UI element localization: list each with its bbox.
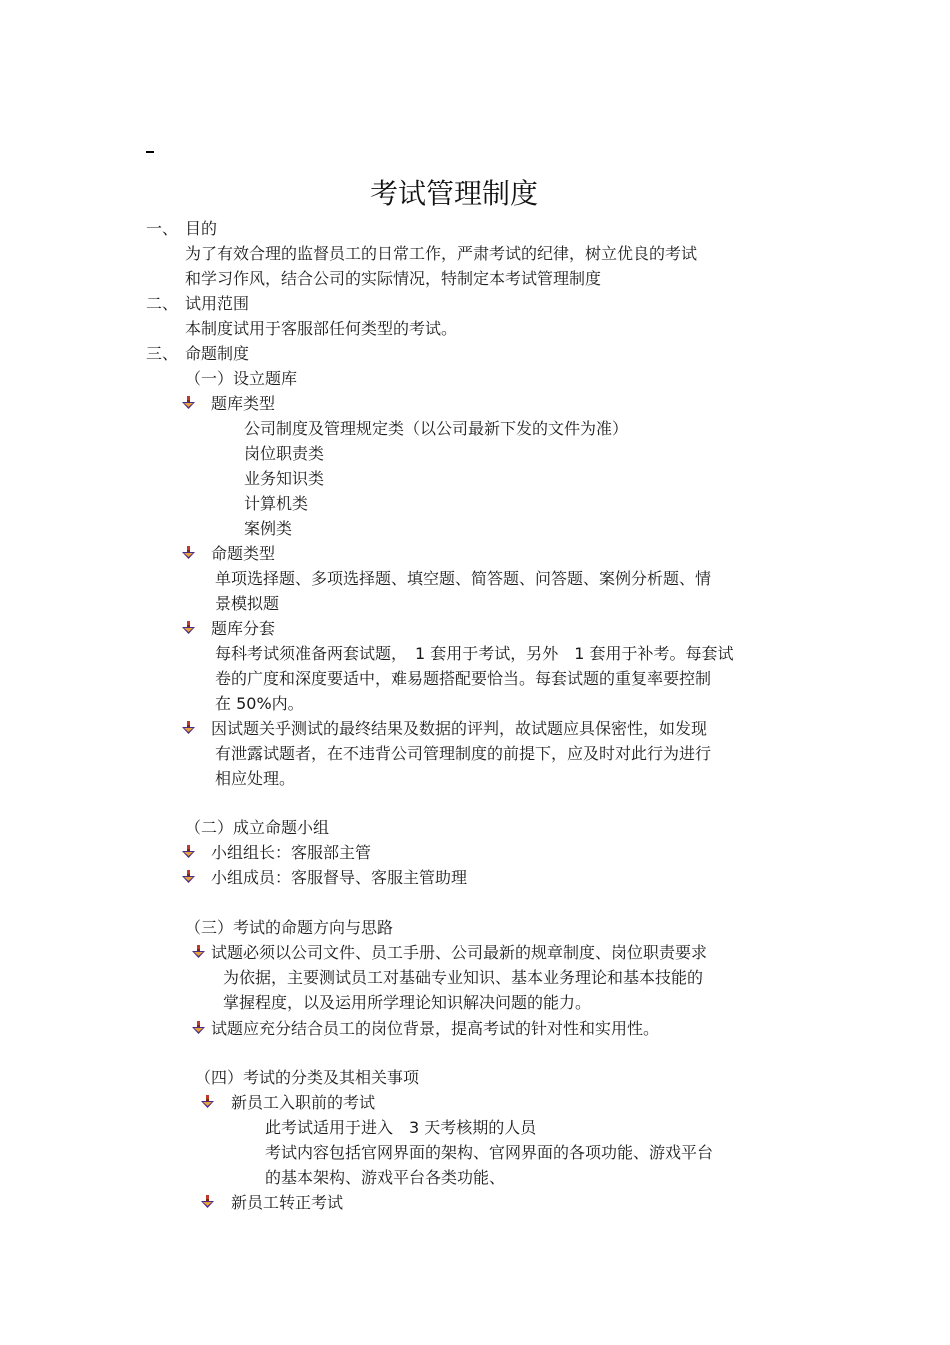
section-heading-scope: 试用范围 xyxy=(185,294,250,313)
paragraph-line: 的基本架构、游戏平台各类功能、 xyxy=(265,1168,506,1187)
arrow-bullet-icon xyxy=(182,721,195,734)
list-item: 业务知识类 xyxy=(244,469,325,488)
paragraph-line: 和学习作风，结合公司的实际情况，特制定本考试管理制度 xyxy=(185,269,602,288)
arrow-bullet-icon xyxy=(192,1021,205,1034)
arrow-bullet-icon xyxy=(201,1095,214,1108)
paragraph-line: 卷的广度和深度要适中，难易题搭配要恰当。每套试题的重复率要控制 xyxy=(215,669,712,688)
paragraph-line: 本制度试用于客服部任何类型的考试。 xyxy=(185,319,458,338)
paragraph-line: 因试题关乎测试的最终结果及数据的评判，故试题应具保密性，如发现 xyxy=(211,719,708,738)
paragraph-line: 单项选择题、多项选择题、填空题、简答题、问答题、案例分析题、情 xyxy=(215,569,712,588)
list-item: 案例类 xyxy=(244,519,293,538)
section-heading-purpose: 目的 xyxy=(185,219,218,238)
paragraph-line: 为了有效合理的监督员工的日常工作，严肃考试的纪律，树立优良的考试 xyxy=(185,244,698,263)
arrow-bullet-icon xyxy=(192,945,205,958)
paragraph-line: 有泄露试题者，在不违背公司管理制度的前提下，应及时对此行为进行 xyxy=(215,744,712,763)
arrow-bullet-icon xyxy=(182,870,195,883)
paragraph-line: 试题应充分结合员工的岗位背景，提高考试的针对性和实用性。 xyxy=(211,1019,660,1038)
arrow-bullet-icon xyxy=(182,621,195,634)
list-item: 公司制度及管理规定类（以公司最新下发的文件为准） xyxy=(244,419,629,438)
paragraph-line: 为依据，主要测试员工对基础专业知识、基本业务理论和基本技能的 xyxy=(223,968,704,987)
paragraph-line: 掌握程度，以及运用所学理论知识解决问题的能力。 xyxy=(223,993,592,1012)
paragraph-line: 此考试适用于进入 3 天考核期的人员 xyxy=(265,1118,537,1137)
bullet-label: 命题类型 xyxy=(211,544,276,563)
paragraph-line: 景模拟题 xyxy=(215,594,280,613)
section-heading-proposition: 命题制度 xyxy=(185,344,250,363)
corner-dash xyxy=(146,151,154,153)
bullet-label: 新员工入职前的考试 xyxy=(231,1093,376,1112)
arrow-bullet-icon xyxy=(182,845,195,858)
bullet-label: 题库类型 xyxy=(211,394,276,413)
list-item: 岗位职责类 xyxy=(244,444,325,463)
list-item: 小组组长：客服部主管 xyxy=(211,843,372,862)
arrow-bullet-icon xyxy=(182,396,195,409)
subsection-heading: （二）成立命题小组 xyxy=(185,818,330,837)
subsection-heading: （四）考试的分类及其相关事项 xyxy=(195,1068,420,1087)
list-item: 小组成员：客服督导、客服主管助理 xyxy=(211,868,468,887)
paragraph-line: 考试内容包括官网界面的架构、官网界面的各项功能、游戏平台 xyxy=(265,1143,714,1162)
subsection-heading: （三）考试的命题方向与思路 xyxy=(185,918,394,937)
paragraph-line: 相应处理。 xyxy=(215,769,296,788)
arrow-bullet-icon xyxy=(201,1195,214,1208)
list-item: 计算机类 xyxy=(244,494,309,513)
section-num-scope: 二、 xyxy=(146,294,179,313)
bullet-label: 题库分套 xyxy=(211,619,276,638)
page-title: 考试管理制度 xyxy=(370,177,539,210)
bullet-label: 新员工转正考试 xyxy=(231,1193,344,1212)
paragraph-line: 每科考试须准备两套试题， 1 套用于考试，另外 1 套用于补考。每套试 xyxy=(215,644,734,663)
subsection-heading: （一）设立题库 xyxy=(185,369,298,388)
paragraph-line: 试题必须以公司文件、员工手册、公司最新的规章制度、岗位职责要求 xyxy=(211,943,708,962)
arrow-bullet-icon xyxy=(182,546,195,559)
paragraph-line: 在 50%内。 xyxy=(215,694,304,713)
section-num-proposition: 三、 xyxy=(146,344,179,363)
section-num-purpose: 一、 xyxy=(146,219,179,238)
